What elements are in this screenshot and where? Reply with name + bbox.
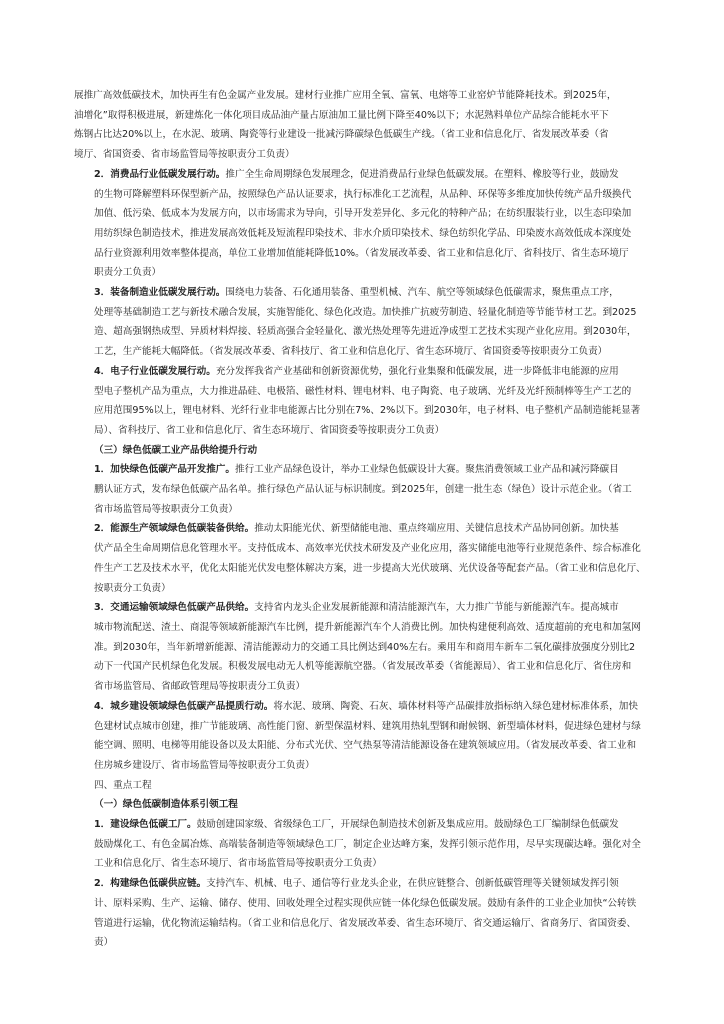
paragraph-text: 推行工业产品绿色设计，举办工业绿色低碳设计大赛。聚焦消费领域工业产品和减污降碳目 鹏认证方式，发布绿色低碳产品名单。推行绿色产品认证与标识制度。到2025年，创建一批生态（绿色）设计示范企业。（省工 省市场监管局等按职责分工负责） [94, 464, 632, 515]
paragraph [74, 283, 724, 362]
paragraph-title: 2．能源生产领域绿色低碳装备供给。 [94, 523, 255, 535]
paragraph-text: 推动太阳能光伏、新型储能电池、重点终端应用、关键信息技术产品协同创新。加快基 伏产品全生命周期信息化管理水平。支持低成本、高效率光伏技术研发及产业化应用，落实储能电池等行业规范条件、综合标准化 件生产工艺及技术水平，优化太阳能光伏发电整体解决方案，进一步提高大光伏玻璃、光伏设备等配套产品。（省工业和信息化厅、 按职责分工负责） [94, 523, 646, 594]
paragraph-text: 围绕电力装备、石化通用装备、重型机械、汽车、航空等领域绿色低碳需求，聚焦重点工序， 处理等基础制造工艺与新技术融合发展，实施智能化、绿色化改造。加快推广抗疲劳制造、轻量化制造等节能节材工艺。到2025 造、超高强钢热成型、异质材料焊接、轻质高强合金轻量化、激光热处理等先进近净成型工艺技术实现产业化应用。到2030年， 工艺，生产能耗大幅降低。（省发展改革委、省科技厅、省工业和信息化厅、省生态环境厅、省国资委等按职责分工负责） [94, 287, 637, 358]
section-heading [74, 776, 724, 796]
paragraph [74, 874, 724, 953]
paragraph-title: 2．消费品行业低碳发展行动。 [94, 168, 226, 180]
paragraph-text: 四、重点工程 [94, 779, 152, 791]
paragraph [74, 460, 724, 519]
paragraph [74, 86, 724, 165]
paragraph-title: （一）绿色低碳制造体系引领工程 [94, 799, 238, 811]
paragraph-text: 鼓励创建国家级、省级绿色工厂，开展绿色制造技术创新及集成应用。鼓励绿色工厂编制绿色低碳发 鼓励煤化工、有色金属冶炼、高端装备制造等领域绿色工厂，制定企业达峰方案，发挥引领示范作用，尽早实现碳达峰。强化对全 工业和信息化厅、省生态环境厅、省市场监管局等按职责分工负责） [94, 819, 641, 870]
paragraph-title: 1．加快绿色低碳产品开发推广。 [94, 464, 235, 476]
paragraph-title: 4．电子行业低碳发展行动。 [94, 365, 216, 377]
paragraph [74, 815, 724, 874]
paragraph-title: 4．城乡建设领域绿色低碳产品提质行动。 [94, 700, 274, 712]
paragraph [74, 598, 724, 697]
paragraph-title: 2．构建绿色低碳供应链。 [94, 878, 207, 890]
paragraph [74, 697, 724, 776]
paragraph-title: （三）绿色低碳工业产品供给提升行动 [94, 444, 258, 456]
paragraph-text: 推广全生命周期绿色发展理念，促进消费品行业绿色低碳发展。在塑料、橡胶等行业，鼓励发 的生物可降解塑料环保型新产品，按照绿色产品认证要求，执行标准化工艺流程，从品种、环保等多维度加快传统产品升级换代 加值、低污染、低成本为发展方向，以市场需求为导向，引导开发差异化、多元化的特种产品；在纺织服装行业，以生态印染加 用纺织绿色制造技术，推进发展高效低耗及短流程印染技术、非水介质印染技术、绿色纺织化学品、印染废水高效低成本深度处 品行业资源利用效率整体提高，单位工业增加值能耗降低10%。（省发展改革委、省工业和信息化厅、省科技厅、省生态环境厅 职责分工负责） [94, 168, 632, 279]
paragraph-title: 1．建设绿色低碳工厂。 [94, 819, 197, 831]
paragraph-title: 3．装备制造业低碳发展行动。 [94, 287, 226, 299]
section-heading [74, 441, 724, 461]
paragraph-text: 支持省内龙头企业发展新能源和清洁能源汽车，大力推广节能与新能源汽车。提高城市 城市物流配送、渣土、商混等领域新能源汽车比例，提升新能源汽车个人消费比例。加快构建便利高效、适度超前的充电和加氢网 准。到2030年，当年新增新能源、清洁能源动力的交通工具比例达到40%左右。乘用车和商用车新车二氧化碳排放强度分别比2 动下一代国产民机绿色化发展。积极发展电动无人机等能源航空器。（省发展改革委（省能源局）、省工业和信息化厅、省住房和 省市场监管局、省邮政管理局等按职责分工负责） [94, 602, 641, 693]
paragraph-title: 3．交通运输领域绿色低碳产品供给。 [94, 602, 255, 614]
document-body [74, 86, 724, 953]
section-heading [74, 795, 724, 815]
paragraph-text: 展推广高效低碳技术，加快再生有色金属产业发展。建材行业推广应用全氧、富氧、电熔等工业窑炉节能降耗技术。到2025年， 油增化”取得积极进展，新建炼化一体化项目成品油产量占原油加工量比例下降至40%以下；水泥熟料单位产品综合能耗水平下 炼钢占比达20%以上，在水泥、玻璃、陶瓷等行业建设一批减污降碳绿色低碳生产线。（省工业和信息化厅、省发展改革委（省 境厅、省国资委、省市场监管局等按职责分工负责） [74, 90, 617, 161]
paragraph-text: 支持汽车、机械、电子、通信等行业龙头企业，在供应链整合、创新低碳管理等关键领域发挥引领 计、原料采购、生产、运输、储存、使用、回收处理全过程实现供应链一体化绿色低碳发展。鼓励有条件的工业企业加快“公转铁 管道进行运输，优化物流运输结构。（省工业和信息化厅、省发展改革委、省生态环境厅、省交通运输厅、省商务厅、省国资委、 责） [94, 878, 637, 949]
paragraph-text: 充分发挥我省产业基础和创新资源优势，强化行业集聚和低碳发展，进一步降低非电能源的应用 型电子整机产品为重点，大力推进晶硅、电极箔、磁性材料、锂电材料、电子陶瓷、电子玻璃、光纤及光纤预制棒等生产工艺的 应用范围95%以上，锂电材料、光纤行业非电能源占比分别在7%、2%以下。到2030年，电子材料、电子整机产品制造能耗显著 局）、省科技厅、省工业和信息化厅、省生态环境厅、省国资委等按职责分工负责） [94, 365, 641, 436]
paragraph [74, 362, 724, 441]
paragraph-text: 将水泥、玻璃、陶瓷、石灰、墙体材料等产品碳排放指标纳入绿色建材标准体系，加快 色建材试点城市创建，推广节能玻璃、高性能门窗、新型保温材料、建筑用热轧型钢和耐候钢、新型墙体材料，促进绿色建材与绿 能空调、照明、电梯等用能设备以及太阳能、分布式光伏、空气热泵等清洁能源设备在建筑领域应用。（省发展改革委、省工业和 住房城乡建设厅、省市场监管局等按职责分工负责） [94, 700, 641, 771]
paragraph [74, 165, 724, 283]
paragraph [74, 519, 724, 598]
